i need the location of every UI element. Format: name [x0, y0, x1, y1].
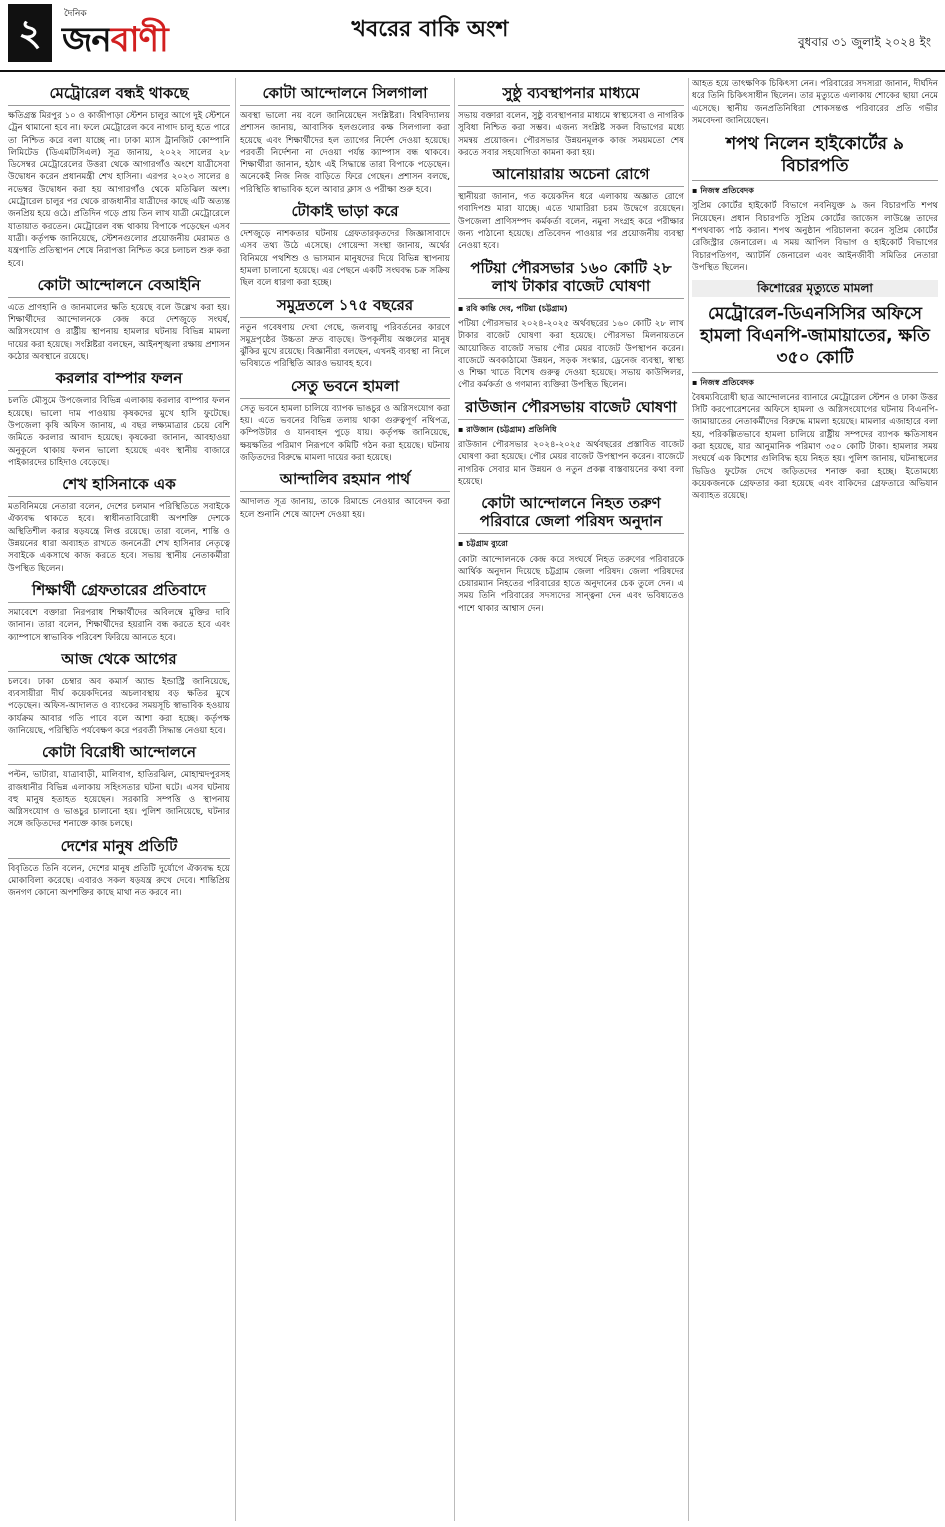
headline-sea-level: সমুদ্রতলে ১৭৫ বছরের [240, 296, 450, 318]
article-body-quota-illegal: এতে প্রাণহানি ও জানমালের ক্ষতি হয়েছে বলে উল্লেখ করা হয়। শিক্ষার্থীদের আন্দোলনকে কেন্দ্র করে দেশজুড়ে সংঘর্ষ, অগ্নিসংযোগ ও রাষ্ট্রীয় স্থাপনায় হামলার ঘটনায় বিভিন্ন মামলা দায়ের করা হয়েছে। সংশ্লিষ্টরা বলছেন, আইনশৃঙ্খলা রক্ষায় প্রশাসন কঠোর অবস্থানে রয়েছে। [8, 302, 230, 363]
article-body-quota-grant: কোটা আন্দোলনকে কেন্দ্র করে সংঘর্ষে নিহত তরুণের পরিবারকে আর্থিক অনুদান দিয়েছে চট্টগ্রাম জেলা পরিষদ। জেলা পরিষদের চেয়ারম্যান নিহতের পরিবারের হাতে অনুদানের চেক তুলে দেন। এ সময় তিনি পরিবারের সদস্যদের সান্ত্বনা দেন এবং ভবিষ্যতেও পাশে থাকার আশ্বাস দেন। [458, 554, 684, 614]
byline-quota-grant: ▪ চট্টগ্রাম ব্যুরো [458, 538, 684, 550]
headline-rahman-partha: আন্দালিব রহমান পার্থ [240, 470, 450, 492]
logo-part-black: জন [62, 20, 111, 60]
kicker-teen-death: কিশোরের মৃত্যুতে মামলা [692, 280, 938, 296]
article-body-tokai: দেশজুড়ে নাশকতার ঘটনায় গ্রেফতারকৃতদের জিজ্ঞাসাবাদে এসব তথ্য উঠে এসেছে। গোয়েন্দা সংস্থা জানায়, অর্থের বিনিময়ে পথশিশু ও ভাসমান মানুষদের দিয়ে বিভিন্ন স্থাপনায় হামলা চালানো হয়েছে। এর পেছনে একটি সংঘবদ্ধ চক্র সক্রিয় ছিল বলে ধারণা করা হচ্ছে। [240, 229, 450, 289]
article-body-raozan-budget: রাউজান পৌরসভার ২০২৪-২০২৫ অর্থবছরের প্রস্তাবিত বাজেট ঘোষণা করা হয়েছে। পৌর মেয়র বাজেট উপস্থাপন করেন। বাজেটে নাগরিক সেবার মান উন্নয়ন ও নতুন প্রকল্প বাস্তবায়নের কথা বলা হয়েছে। [458, 440, 684, 487]
article-body-high-court: সুপ্রিম কোর্টের হাইকোর্ট বিভাগে নবনিযুক্ত ৯ জন বিচারপতি শপথ নিয়েছেন। প্রধান বিচারপতি সুপ্রিম কোর্টের জাজেস লাউঞ্জে তাদের শপথবাক্য পাঠ করান। শপথ অনুষ্ঠান পরিচালনা করেন সুপ্রিম কোর্টের রেজিস্ট্রার জেনারেল। এ সময় আপিল বিভাগ ও হাইকোর্ট বিভাগের বিচারপতিগণ, অ্যাটর্নি জেনারেল এবং আইনজীবী সমিতির নেতারা উপস্থিত ছিলেন। [692, 201, 938, 273]
headline-raozan-budget: রাউজান পৌরসভায় বাজেট ঘোষণা [458, 398, 684, 420]
byline-raozan: ▪ রাউজান (চট্টগ্রাম) প্রতিনিধি [458, 424, 684, 436]
article-body-sheikh-hasina: মতবিনিময়ে নেতারা বলেন, দেশের চলমান পরিস্থিতিতে সবাইকে ঐক্যবদ্ধ থাকতে হবে। স্বাধীনতাবিরোধী অপশক্তি দেশকে অস্থিতিশীল করার ষড়যন্ত্রে লিপ্ত রয়েছে। তারা বলেন, শান্তি ও উন্নয়নের ধারা অব্যাহত রাখতে জননেত্রী শেখ হাসিনার নেতৃত্বে সবাইকে একসাথে কাজ করতে হবে। সভায় স্থানীয় নেতাকর্মীরা উপস্থিত ছিলেন। [8, 502, 230, 574]
headline-setu-bhaban: সেতু ভবনে হামলা [240, 377, 450, 399]
article-body-anwara-disease: স্থানীয়রা জানান, গত কয়েকদিন ধরে এলাকায় অজ্ঞাত রোগে গবাদিপশু মারা যাচ্ছে। এতে খামারিরা চরম উদ্বেগে রয়েছেন। উপজেলা প্রাণিসম্পদ কর্মকর্তা বলেন, নমুনা সংগ্রহ করে পরীক্ষার জন্য পাঠানো হয়েছে। প্রতিবেদন পাওয়ার পর প্রয়োজনীয় ব্যবস্থা নেওয়া হবে। [458, 192, 684, 252]
headline-high-court: শপথ নিলেন হাইকোর্টের ৯ বিচারপতি [692, 133, 938, 181]
section-title: খবরের বাকি অংশ [351, 17, 509, 42]
article-body-sea-level: নতুন গবেষণায় দেখা গেছে, জলবায়ু পরিবর্তনের কারণে সমুদ্রপৃষ্ঠের উচ্চতা দ্রুত বাড়ছে। উপকূলীয় অঞ্চলের মানুষ ঝুঁকির মুখে রয়েছে। বিজ্ঞানীরা বলছেন, এখনই ব্যবস্থা না নিলে ভবিষ্যতে পরিস্থিতি আরও ভয়াবহ হবে। [240, 322, 450, 370]
headline-harvest: করলার বাম্পার ফলন [8, 369, 230, 391]
byline-patiya: ▪ রবি কান্তি দেব, পটিয়া (চট্টগ্রাম) [458, 303, 684, 315]
column-divider [454, 78, 455, 1521]
article-body-nation-people: বিবৃতিতে তিনি বলেন, দেশের মানুষ প্রতিটি দুর্যোগে ঐক্যবদ্ধ হয়ে মোকাবিলা করেছে। এবারও সকল ষড়যন্ত্র রুখে দেবে। শান্তিপ্রিয় জনগণ কোনো অপশক্তির কাছে মাথা নত করবে না। [8, 863, 230, 899]
headline-patiya-budget: পটিয়া পৌরসভার ১৬০ কোটি ২৮ লাখ টাকার বাজেট ঘোষণা [458, 259, 684, 299]
article-body-good-management: সভায় বক্তারা বলেন, সুষ্ঠু ব্যবস্থাপনার মাধ্যমে স্বাস্থ্যসেবা ও নাগরিক সুবিধা নিশ্চিত করা সম্ভব। এজন্য সংশ্লিষ্ট সকল বিভাগের মধ্যে সমন্বয় প্রয়োজন। পৌরসভার উন্নয়নমূলক কাজ সময়মতো শেষ করতে সবার সহযোগিতা কামনা করা হয়। [458, 111, 684, 158]
column-4 [692, 78, 938, 1521]
column-divider [688, 78, 689, 1521]
article-body-quota-movement: পল্টন, ভাটারা, যাত্রাবাড়ী, মালিবাগ, হাতিরঝিল, মোহাম্মদপুরসহ রাজধানীর বিভিন্ন এলাকায় সহিংসতার ঘটনা ঘটে। এসব ঘটনায় বহু মানুষ হতাহত হয়েছেন। সরকারি সম্পত্তি ও স্থাপনায় অগ্নিসংযোগ ও ভাঙচুর চালানো হয়। পুলিশ জানিয়েছে, ঘটনার সঙ্গে জড়িতদের শনাক্তে কাজ চলছে। [8, 770, 230, 830]
logo-part-red: বাণী [110, 20, 168, 60]
article-body-quota-silgala: অবস্থা ভালো নয় বলে জানিয়েছেন সংশ্লিষ্টরা। বিশ্ববিদ্যালয় প্রশাসন জানায়, আবাসিক হলগুলোর কক্ষ সিলগালা করা হয়েছে এবং শিক্ষার্থীদের হল ত্যাগের নির্দেশ দেওয়া হয়েছে। পরবর্তী নির্দেশনা না দেওয়া পর্যন্ত ক্যাম্পাস বন্ধ থাকবে। শিক্ষার্থীরা জানান, হঠাৎ এই সিদ্ধান্তে তারা বিপাকে পড়েছেন। অনেকেই নিজ নিজ বাড়িতে ফিরে গেছেন। প্রশাসন বলছে, পরিস্থিতি স্বাভাবিক হলে আবার ক্লাস ও পরীক্ষা শুরু হবে। [240, 111, 450, 195]
article-body-students-protest: সমাবেশে বক্তারা নিরপরাধ শিক্ষার্থীদের অবিলম্বে মুক্তির দাবি জানান। তারা বলেন, শিক্ষার্থীদের হয়রানি বন্ধ করতে হবে এবং ক্যাম্পাসে স্বাভাবিক পরিবেশ ফিরিয়ে আনতে হবে। [8, 607, 230, 643]
article-body-rahman-partha: আদালত সূত্র জানায়, তাকে রিমান্ডে নেওয়ার আবেদন করা হলে শুনানি শেষে আদেশ দেওয়া হয়। [240, 497, 450, 520]
article-body-setu-bhaban: সেতু ভবনে হামলা চালিয়ে ব্যাপক ভাঙচুর ও অগ্নিসংযোগ করা হয়। এতে ভবনের বিভিন্ন তলায় থাকা গুরুত্বপূর্ণ নথিপত্র, কম্পিউটার ও যানবাহন পুড়ে যায়। কর্তৃপক্ষ জানিয়েছে, ক্ষয়ক্ষতির পরিমাণ নিরূপণে কমিটি গঠন করা হয়েছে। ঘটনায় জড়িতদের বিরুদ্ধে মামলা দায়ের করা হয়েছে। [240, 403, 450, 463]
dateline: বুধবার ৩১ জুলাই ২০২৪ ইং [797, 35, 931, 49]
article-body-harvest: চলতি মৌসুমে উপজেলার বিভিন্ন এলাকায় করলার বাম্পার ফলন হয়েছে। ভালো দাম পাওয়ায় কৃষকদের মুখে হাসি ফুটেছে। উপজেলা কৃষি অফিস জানায়, এ বছর লক্ষ্যমাত্রার চেয়ে বেশি জমিতে করলার আবাদ হয়েছে। কৃষকেরা জানান, আবহাওয়া অনুকূলে থাকায় ফলন ভালো হয়েছে এবং স্থানীয় বাজারে পাইকারদের চাহিদাও বেড়েছে। [8, 396, 230, 468]
headline-teen-death: মেট্রোরেল-ডিএনসিসির অফিসে হামলা বিএনপি-জামায়াতের, ক্ষতি ৩৫০ কোটি [692, 303, 938, 373]
page-number: ২ [8, 4, 52, 62]
headline-quota-movement: কোটা বিরোধী আন্দোলনে [8, 743, 230, 765]
article-body-metro: ক্ষতিগ্রস্ত মিরপুর ১০ ও কাজীপাড়া স্টেশন চালুর আগে দুই স্টেশনে ট্রেন থামানো হবে না। ফলে মেট্রোরেল কবে নাগাদ চালু হতে পারে তা নিশ্চিত করে বলা যাচ্ছে না। ঢাকা ম্যাস ট্রানজিট কোম্পানি লিমিটেড (ডিএমটিসিএল) সূত্র জানায়, ২০২২ সালের ২৮ ডিসেম্বর মেট্রোরেলের উত্তরা থেকে আগারগাঁও অংশে যাত্রীসেবা উদ্বোধন করেন প্রধানমন্ত্রী শেখ হাসিনা। এরপর ২০২৩ সালের ৪ নভেম্বর উদ্বোধন করা হয় আগারগাঁও থেকে মতিঝিল অংশ। মেট্রোরেল চালুর পর থেকে রাজধানীর যাত্রীদের কাছে এটি অত্যন্ত জনপ্রিয় হয়ে ওঠে। প্রতিদিন গড়ে প্রায় তিন লাখ যাত্রী মেট্রোরেলে যাতায়াত করতেন। মেট্রোরেল বন্ধ থাকায় বিপাকে পড়েছেন এসব যাত্রী। কর্তৃপক্ষ জানিয়েছে, স্টেশনগুলোর প্রয়োজনীয় মেরামত ও যন্ত্রপাতি প্রতিস্থাপন শেষে নিরাপত্তা নিশ্চিত করে চলাচল শুরু করা হবে। [8, 111, 230, 269]
newspaper-logo [62, 14, 168, 71]
column-1 [8, 78, 230, 1521]
headline-quota-silgala: কোটা আন্দোলনে সিলগালা [240, 84, 450, 106]
byline-high-court: ▪ নিজস্ব প্রতিবেদক [692, 185, 938, 197]
headline-quota-grant: কোটা আন্দোলনে নিহত তরুণ পরিবারে জেলা পরিষদ অনুদান [458, 494, 684, 534]
article-body-teen-death: বৈষম্যবিরোধী ছাত্র আন্দোলনের ব্যানারে মেট্রোরেল স্টেশন ও ঢাকা উত্তর সিটি করপোরেশনের অফিসে হামলা ও অগ্নিসংযোগের ঘটনায় বিএনপি-জামায়াতের নেতাকর্মীদের বিরুদ্ধে মামলা হয়েছে। মামলার এজাহারে বলা হয়, পরিকল্পিতভাবে হামলা চালিয়ে রাষ্ট্রীয় সম্পদের ব্যাপক ক্ষতিসাধন করা হয়েছে, যার আনুমানিক পরিমাণ ৩৫০ কোটি টাকা। হামলার সময় সংঘর্ষে এক কিশোর গুলিবিদ্ধ হয়ে নিহত হয়। পুলিশ জানায়, ঘটনাস্থলের ভিডিও ফুটেজ দেখে জড়িতদের শনাক্ত করা হচ্ছে। ইতোমধ্যে কয়েকজনকে গ্রেফতার করা হয়েছে এবং বাকিদের গ্রেফতারে অভিযান অব্যাহত রয়েছে। [692, 392, 938, 502]
masthead [0, 0, 945, 72]
headline-sheikh-hasina: শেখ হাসিনাকে এক [8, 475, 230, 497]
headline-good-management: সুষ্ঠু ব্যবস্থাপনার মাধ্যমে [458, 84, 684, 106]
headline-students-protest: শিক্ষার্থী গ্রেফতারের প্রতিবাদে [8, 581, 230, 603]
column-3 [458, 78, 684, 1521]
headline-metro: মেট্রোরেল বন্ধই থাকছে [8, 84, 230, 106]
column-divider [235, 78, 236, 1521]
article-body-top-right: আহত হয়ে তাৎক্ষণিক চিকিৎসা নেন। পরিবারের সদস্যরা জানান, দীর্ঘদিন ধরে তিনি চিকিৎসাধীন ছিলেন। তার মৃত্যুতে এলাকায় শোকের ছায়া নেমে এসেছে। স্থানীয় জনপ্রতিনিধিরা শোকসন্তপ্ত পরিবারের প্রতি গভীর সমবেদনা জানিয়েছেন। [692, 79, 938, 126]
article-body-today-earlier: চলবে। ঢাকা চেম্বার অব কমার্স অ্যান্ড ইন্ডাস্ট্রি জানিয়েছে, ব্যবসায়ীরা দীর্ঘ কয়েকদিনের অচলাবস্থায় বড় ক্ষতির মুখে পড়েছেন। অফিস-আদালত ও ব্যাংকের সময়সূচি স্বাভাবিক হওয়ায় কার্যক্রম আবার গতি পাবে বলে আশা করা হচ্ছে। কর্তৃপক্ষ জানিয়েছে, পরিস্থিতি পর্যবেক্ষণ করে পরবর্তী সিদ্ধান্ত নেওয়া হবে। [8, 676, 230, 736]
headline-quota-illegal: কোটা আন্দোলনে বেআইনি [8, 276, 230, 298]
newspaper-prefix: দৈনিক [64, 9, 87, 19]
headline-anwara-disease: আনোয়ারায় অচেনা রোগে [458, 165, 684, 187]
headline-nation-people: দেশের মানুষ প্রতিটি [8, 837, 230, 859]
byline-teen-death: ▪ নিজস্ব প্রতিবেদক [692, 377, 938, 389]
column-2 [240, 78, 450, 1521]
headline-tokai: টোকাই ভাড়া করে [240, 202, 450, 224]
headline-today-earlier: আজ থেকে আগের [8, 650, 230, 672]
article-body-patiya-budget: পটিয়া পৌরসভার ২০২৪-২০২৫ অর্থবছরের ১৬০ কোটি ২৮ লাখ টাকার বাজেট ঘোষণা করা হয়েছে। পৌরসভা মিলনায়তনে আয়োজিত বাজেট সভায় পৌর মেয়র বাজেট উপস্থাপন করেন। বাজেটে অবকাঠামো উন্নয়ন, সড়ক সংস্কার, ড্রেনেজ ব্যবস্থা, স্বাস্থ্য ও শিক্ষা খাতে বিশেষ গুরুত্ব দেওয়া হয়েছে। সভায় কাউন্সিলর, পৌর কর্মকর্তা ও গণমান্য ব্যক্তিরা উপস্থিত ছিলেন। [458, 318, 684, 391]
